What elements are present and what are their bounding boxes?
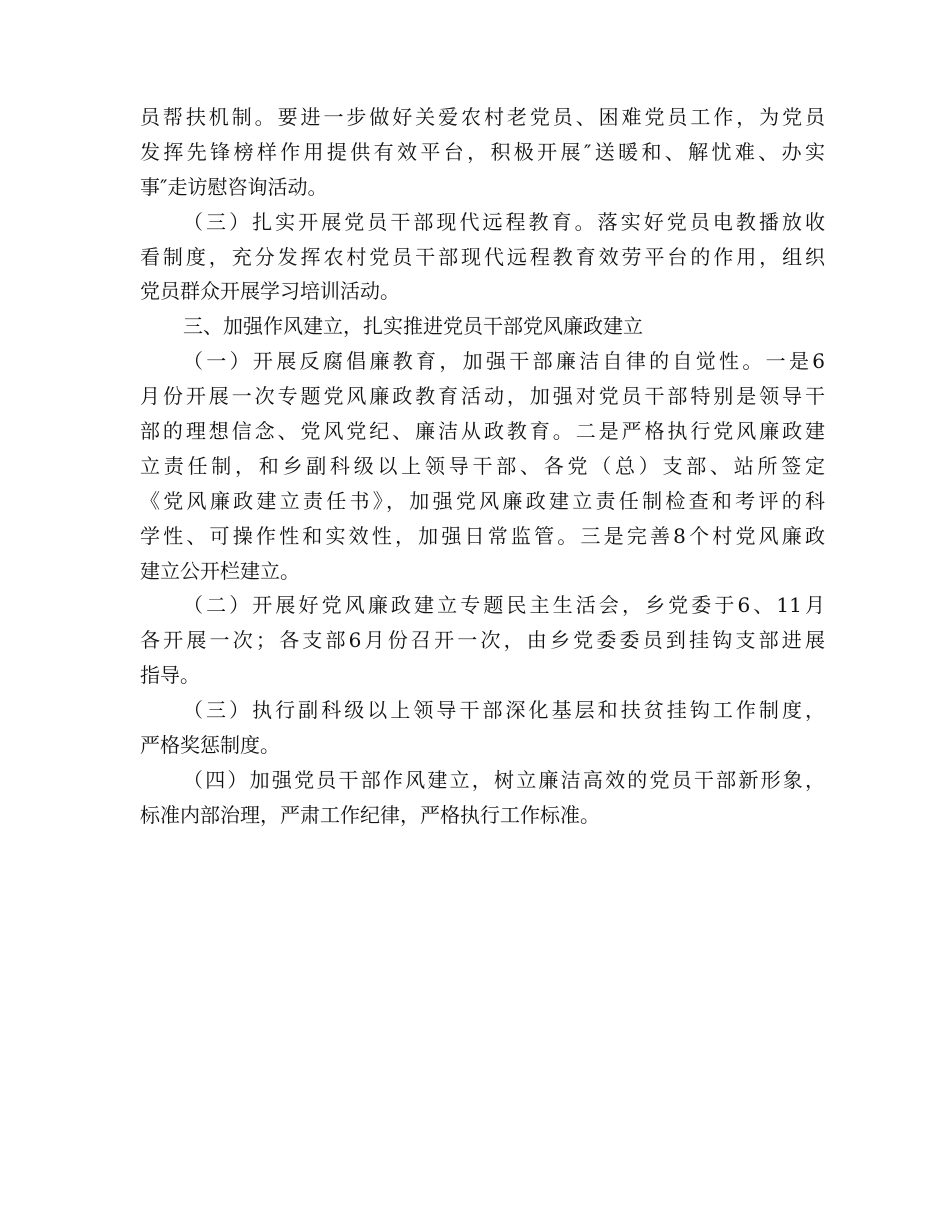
section-heading: 三、加强作风建立，扎实推进党员干部党风廉政建立 — [183, 314, 643, 339]
paragraph-line: （三）扎实开展党员干部现代远程教育。落实好党员电教播放收 — [183, 209, 825, 234]
paragraph-line: 严格奖惩制度。 — [140, 733, 280, 758]
paragraph-line: 发挥先锋榜样作用提供有效平台，积极开展″送暖和、解忧难、办实 — [140, 139, 825, 164]
paragraph-line: 员帮扶机制。要进一步做好关爱农村老党员、困难党员工作，为党员 — [140, 105, 825, 129]
paragraph-line: 标准内部治理，严肃工作纪律，严格执行工作标准。 — [140, 802, 600, 827]
paragraph-line: （四）加强党员干部作风建立，树立廉洁高效的党员干部新形象， — [183, 767, 825, 792]
paragraph-line: 立责任制，和乡副科级以上领导干部、各党（总）支部、站所签定 — [140, 453, 825, 478]
paragraph-line: 月份开展一次专题党风廉政教育活动，加强对党员干部特别是领导干 — [140, 384, 825, 409]
paragraph-line: （一）开展反腐倡廉教育，加强干部廉洁自律的自觉性。一是6 — [183, 349, 825, 374]
document-body — [140, 100, 825, 833]
paragraph-line: 看制度，充分发挥农村党员干部现代远程教育效劳平台的作用，组织 — [140, 244, 825, 269]
paragraph-line: 部的理想信念、党风党纪、廉洁从政教育。二是严格执行党风廉政建 — [140, 419, 825, 444]
paragraph-line: 建立公开栏建立。 — [140, 558, 300, 583]
paragraph-line: 事″走访慰咨询活动。 — [140, 174, 328, 199]
paragraph-line: （三）执行副科级以上领导干部深化基层和扶贫挂钩工作制度， — [183, 698, 825, 723]
paragraph-line: （二）开展好党风廉政建立专题民主生活会，乡党委于6、11月 — [183, 593, 825, 618]
paragraph-line: 各开展一次；各支部6月份召开一次，由乡党委委员到挂钩支部进展 — [140, 628, 825, 653]
paragraph-line: 学性、可操作性和实效性，加强日常监管。三是完善8个村党风廉政 — [140, 523, 825, 548]
paragraph-line: 《党风廉政建立责任书》，加强党风廉政建立责任制检查和考评的科 — [140, 488, 825, 513]
paragraph-line: 指导。 — [140, 663, 200, 688]
paragraph-line: 党员群众开展学习培训活动。 — [140, 279, 400, 304]
